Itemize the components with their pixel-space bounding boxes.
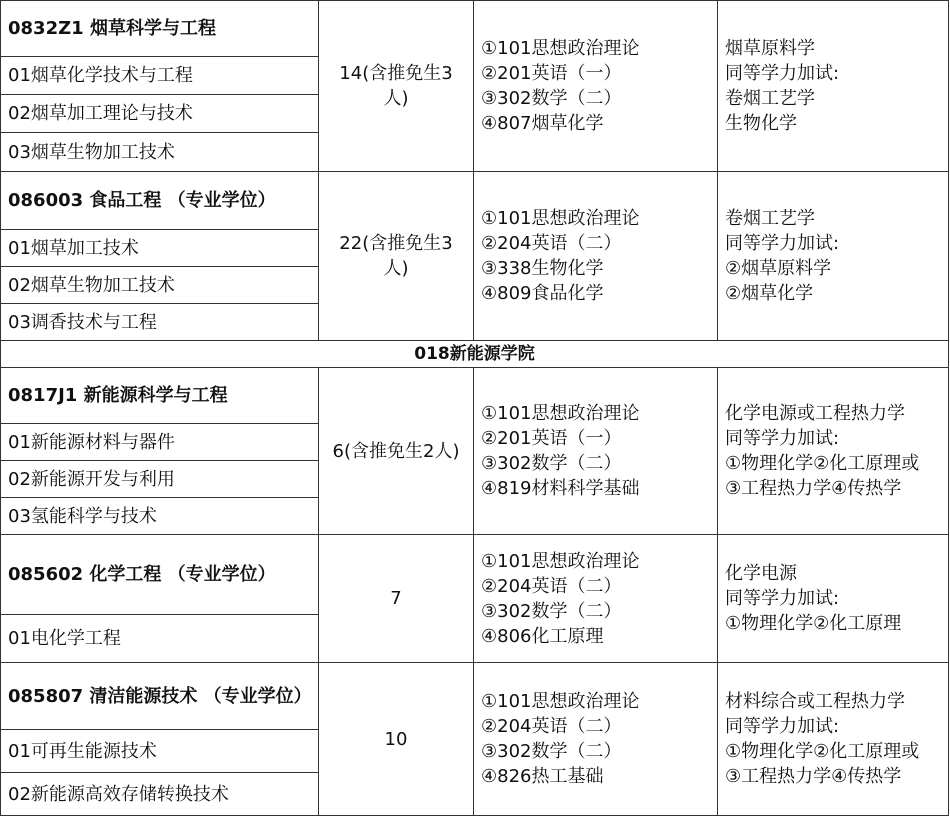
research-direction: 02新能源开发与利用 [1, 461, 319, 498]
research-direction: 01可再生能源技术 [1, 730, 319, 773]
research-direction: 01烟草加工技术 [1, 230, 319, 267]
exam-subjects: ①101思想政治理论 ②201英语（一） ③302数学（二） ④807烟草化学 [474, 1, 718, 172]
research-direction: 03烟草生物加工技术 [1, 133, 319, 172]
research-direction: 03氢能科学与技术 [1, 498, 319, 535]
research-direction: 02烟草加工理论与技术 [1, 95, 319, 133]
enrollment-quota: 14(含推免生3人) [319, 1, 474, 172]
program-title: 0832Z1 烟草科学与工程 [1, 1, 319, 57]
retest-subjects: 卷烟工艺学 同等学力加试: ②烟草原料学 ②烟草化学 [718, 172, 949, 341]
exam-subjects: ①101思想政治理论 ②204英语（二） ③302数学（二） ④806化工原理 [474, 535, 718, 663]
enrollment-quota: 22(含推免生3人) [319, 172, 474, 341]
exam-subjects: ①101思想政治理论 ②201英语（一） ③302数学（二） ④819材料科学基础 [474, 368, 718, 535]
research-direction: 01烟草化学技术与工程 [1, 57, 319, 95]
exam-subjects: ①101思想政治理论 ②204英语（二） ③338生物化学 ④809食品化学 [474, 172, 718, 341]
exam-subjects: ①101思想政治理论 ②204英语（二） ③302数学（二） ④826热工基础 [474, 663, 718, 816]
research-direction: 03调香技术与工程 [1, 304, 319, 341]
program-title: 086003 食品工程 （专业学位） [1, 172, 319, 230]
section-header: 018新能源学院 [1, 341, 949, 368]
research-direction: 01新能源材料与器件 [1, 424, 319, 461]
research-direction: 02烟草生物加工技术 [1, 267, 319, 304]
enrollment-quota: 7 [319, 535, 474, 663]
retest-subjects: 化学电源 同等学力加试: ①物理化学②化工原理 [718, 535, 949, 663]
research-direction: 02新能源高效存储转换技术 [1, 773, 319, 816]
retest-subjects: 烟草原料学 同等学力加试: 卷烟工艺学 生物化学 [718, 1, 949, 172]
program-title: 085807 清洁能源技术 （专业学位） [1, 663, 319, 730]
enrollment-quota: 6(含推免生2人) [319, 368, 474, 535]
research-direction: 01电化学工程 [1, 615, 319, 663]
program-title: 085602 化学工程 （专业学位） [1, 535, 319, 615]
program-title: 0817J1 新能源科学与工程 [1, 368, 319, 424]
retest-subjects: 材料综合或工程热力学 同等学力加试: ①物理化学②化工原理或 ③工程热力学④传热学 [718, 663, 949, 816]
retest-subjects: 化学电源或工程热力学 同等学力加试: ①物理化学②化工原理或 ③工程热力学④传热学 [718, 368, 949, 535]
enrollment-quota: 10 [319, 663, 474, 816]
